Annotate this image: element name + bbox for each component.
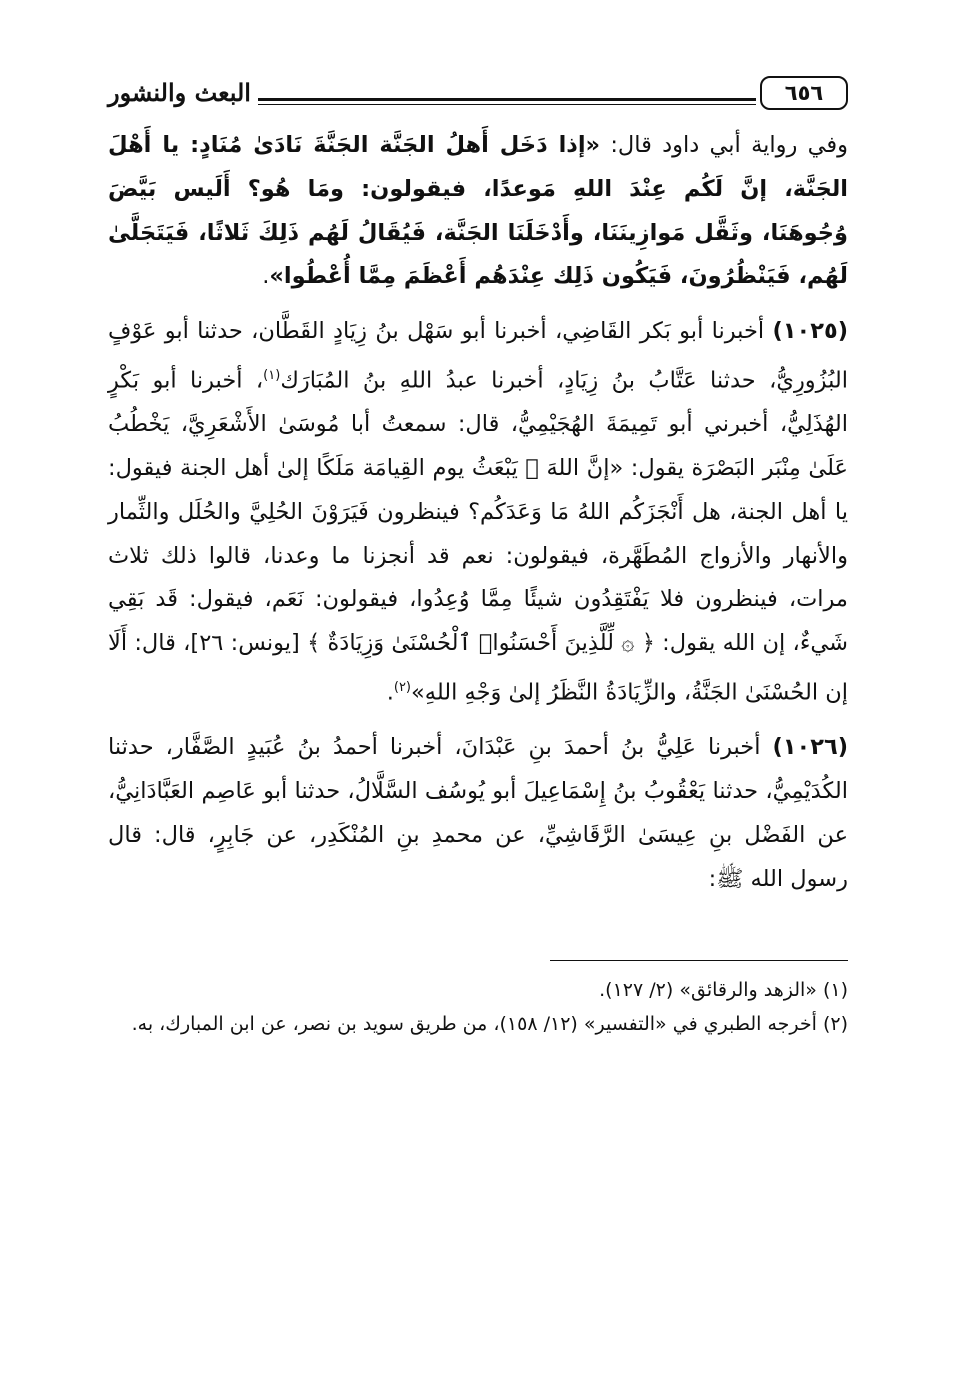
footnote-divider (550, 960, 848, 961)
footnote-ref-1: (١) (263, 367, 281, 383)
paragraph-1025 (108, 310, 848, 715)
running-head: البعث والنشور (108, 78, 251, 107)
hadith-number: (١٠٢٦) (772, 734, 848, 761)
hadith-number: (١٠٢٥) (772, 318, 848, 345)
header-rule-thin (258, 104, 756, 105)
hadith-text: أخبرنا عَلِيُّ بنُ أحمدَ بنِ عَبْدَانَ، أخبرنا أحمدُ بنُ عُبَيدٍ الصَّفَّار، حدثنا الكُدَيْمِيُّ، حدثنا يَعْقُوبُ بنُ إِسْمَاعِيلَ أبو يُوسُف السَّلَّالُ، حدثنا أبو عَاصِم العَبَّادَانِيُّ، عن الفَضْل بنِ عِيسَىٰ الرَّقَاشِيِّ، عن محمدِ بنِ المُنْكَدِر، عن جَابِرٍ، قال: قال رسول الله ﷺ: (108, 734, 848, 892)
hadith-text: أخبرنا أبو بَكر القَاضِي، أخبرنا أبو سَهْل بنُ زِيَادٍ القَطَّان، حدثنا أبو عَوْفٍ البُزُورِيُّ، حدثنا عَتَّابُ بنُ زِيَادٍ، أخبرنا عبدُ اللهِ بنُ المُبَارَك (108, 318, 848, 394)
paragraph-end: . (386, 679, 394, 706)
footnote-1: (١) «الزهد والرقائق» (٢/ ١٢٧). (599, 978, 848, 1001)
paragraph-end: . (262, 263, 270, 290)
book-page (108, 70, 848, 1041)
header-rule (258, 98, 756, 101)
hadith-text-continued: ، أخبرنا أبو بَكْرٍ الهُذَلِيُّ، أخبرني أبو تَمِيمَةَ الهُجَيْمِيُّ، قال: سمعتُ أبا مُوسَىٰ الأَشْعَرِيَّ، يَخْطُبُ عَلَىٰ مِنْبَر البَصْرَة يقول: «إنَّ اللهَ ﷻ يَبْعَثُ يوم القِيامَة مَلَكًا إلىٰ أهل الجنة فيقول: يا أهل الجنة، هل أَنْجَزَكُم اللهُ مَا وَعَدَكُم؟ فينظرون فَيَرَوْنَ الحُلِيَّ والحُلَل والثِّمار والأنهار والأزواج المُطَهَّرة، فيقولون: نعم قد أنجزنا ما وعدنا، قالوا ذلك ثلاث مرات، فينظرون فلا يَفْتَقِدُون شيئًا مِمَّا وُعِدُوا، فيقولون: نَعَم، فيقول: قَد بَقِي شَيءٌ، إن الله يقول: ﴿ ۞ لِّلَّذِينَ أَحْسَنُوا۟ ٱلْحُسْنَىٰ وَزِيَادَةٌ ﴾ [يونس: ٢٦]، قال: أَلَا إن الحُسْنَىٰ الجَنَّةُ، والزِّيَادَةُ النَّظَرُ إلىٰ وَجْهِ اللهِ» (108, 367, 849, 706)
hadith-quote: «إذا دَخَل أَهلُ الجَنَّة الجَنَّةَ نَادَىٰ مُنَادٍ: يا أَهْلَ الجَنَّة، إنَّ لَكُم عِنْدَ اللهِ مَوعدًا، فيقولون: ومَا هُو؟ أَلَيس بَيَّضَ وُجُوهَنَا، وثَقَّل مَوازِينَنَا، وأَدْخَلَنَا الجَنَّة، فَيُقَالُ لَهُم ذَلِكَ ثَلاثًا، فَيَتَجَلَّىٰ لَهُم، فَيَنْظُرُونَ، فَيَكُون ذَلِك عِنْدَهُم أَعْظَمَ مِمَّا أُعْطُوا» (108, 132, 848, 290)
footnote-2: (٢) أخرجه الطبري في «التفسير» (١٢/ ١٥٨)، من طريق سويد بن نصر، عن ابن المبارك، به. (131, 1012, 848, 1035)
footnote-ref-2: (٢) (393, 680, 411, 696)
paragraph-intro: وفي رواية أبي داود قال: (600, 132, 848, 158)
footnotes (108, 973, 848, 1041)
paragraph-abu-dawud (108, 124, 848, 299)
page-header (108, 70, 848, 116)
paragraph-1026 (108, 726, 848, 901)
page-number: ٦٥٦ (760, 76, 848, 110)
